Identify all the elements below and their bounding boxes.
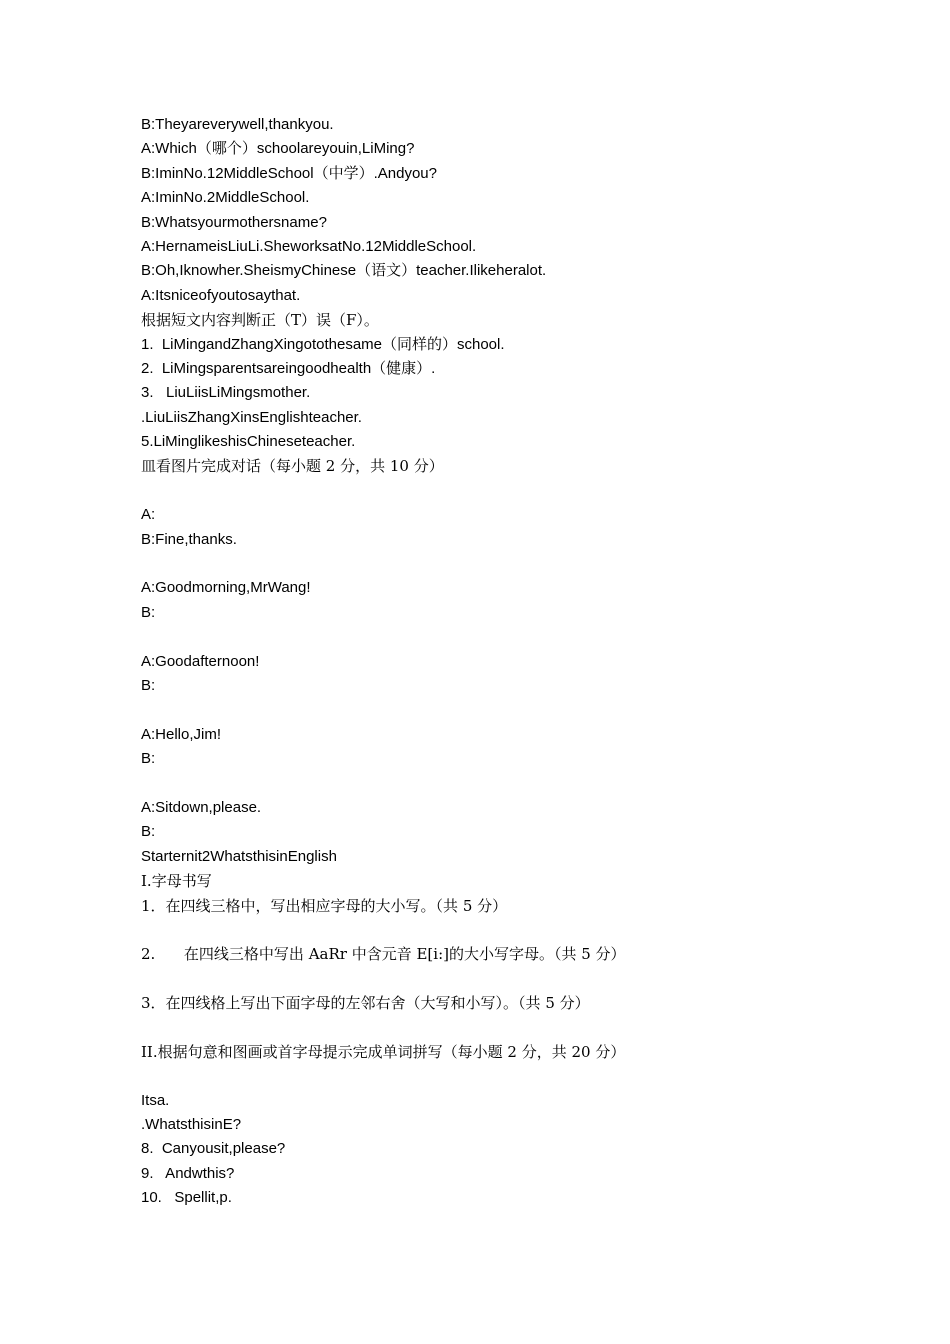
dialogue-line: A:Goodafternoon! (141, 652, 260, 670)
question-item: 2. LiMingsparentsareingoodhealth（健康）. (141, 359, 436, 377)
text-line: A:Itsniceofyoutosaythat. (141, 286, 301, 304)
question-item: .WhatsthisinE? (141, 1116, 242, 1134)
section-heading: I.字母书写 (141, 872, 212, 891)
text-line: A:HernameisLiuLi.SheworksatNo.12MiddleSchool. (141, 237, 477, 255)
question-item: .LiuLiisZhangXinsEnglishteacher. (141, 408, 362, 426)
question-item: 2. 在四线三格中写出 AaRr 中含元音 E[i:]的大小写字母。（共 5 分） (141, 945, 626, 964)
blank-line (141, 625, 841, 649)
question-item: 1. LiMingandZhangXingotothesame（同样的）school. (141, 335, 505, 353)
dialogue-line: A:Sitdown,please. (141, 798, 262, 816)
text-line: B:Theyareverywell,thankyou. (141, 116, 334, 133)
question-item: 5.LiMinglikeshisChineseteacher. (141, 433, 356, 451)
dialogue-line: A:Hello,Jim! (141, 725, 222, 743)
blank-line (141, 967, 841, 991)
blank-line (141, 1015, 841, 1039)
blank-line (141, 772, 841, 796)
text-line: B:Whatsyourmothersname? (141, 213, 327, 231)
question-item: 3．在四线格上写出下面字母的左邻右舍（大写和小写）。（共 5 分） (141, 994, 590, 1013)
blank-line (141, 918, 841, 942)
blank-line (141, 698, 841, 722)
question-item: 1．在四线三格中，写出相应字母的大小写。（共 5 分） (141, 896, 508, 915)
document-page (141, 113, 841, 1211)
dialogue-line: B:Fine,thanks. (141, 530, 237, 548)
text-line: B:Oh,Iknowher.SheismyChinese（语文）teacher.Ilikeheralot. (141, 262, 547, 280)
question-item: 9. Andwthis? (141, 1164, 235, 1182)
dialogue-line: B: (141, 823, 156, 841)
dialogue-line: A: (141, 506, 156, 524)
dialogue-line: B: (141, 603, 156, 621)
section-heading: 皿看图片完成对话（每小题 2 分，共 10 分） (141, 457, 444, 476)
question-item: 3. LiuLiisLiMingsmother. (141, 384, 311, 402)
text-line: B:IminNo.12MiddleSchool（中学）.Andyou? (141, 164, 437, 182)
unit-title: Starternit2WhatsthisinEnglish (141, 847, 337, 865)
section-heading: II.根据句意和图画或首字母提示完成单词拼写（每小题 2 分，共 20 分） (141, 1042, 626, 1061)
text-line: A:IminNo.2MiddleSchool. (141, 189, 310, 207)
section-heading: 根据短文内容判断正（T）误（F）。 (141, 311, 379, 330)
text-line: A:Which（哪个）schoolareyouin,LiMing? (141, 140, 415, 158)
dialogue-line: B: (141, 750, 156, 768)
question-item: 8. Canyousit,please? (141, 1140, 286, 1158)
dialogue-line: B: (141, 676, 156, 694)
dialogue-line: A:Goodmorning,MrWang! (141, 579, 311, 597)
blank-line (141, 1064, 841, 1088)
blank-line (141, 479, 841, 503)
question-item: Itsa. (141, 1091, 170, 1109)
blank-line (141, 552, 841, 576)
question-item: 10. Spellit,p. (141, 1189, 232, 1207)
